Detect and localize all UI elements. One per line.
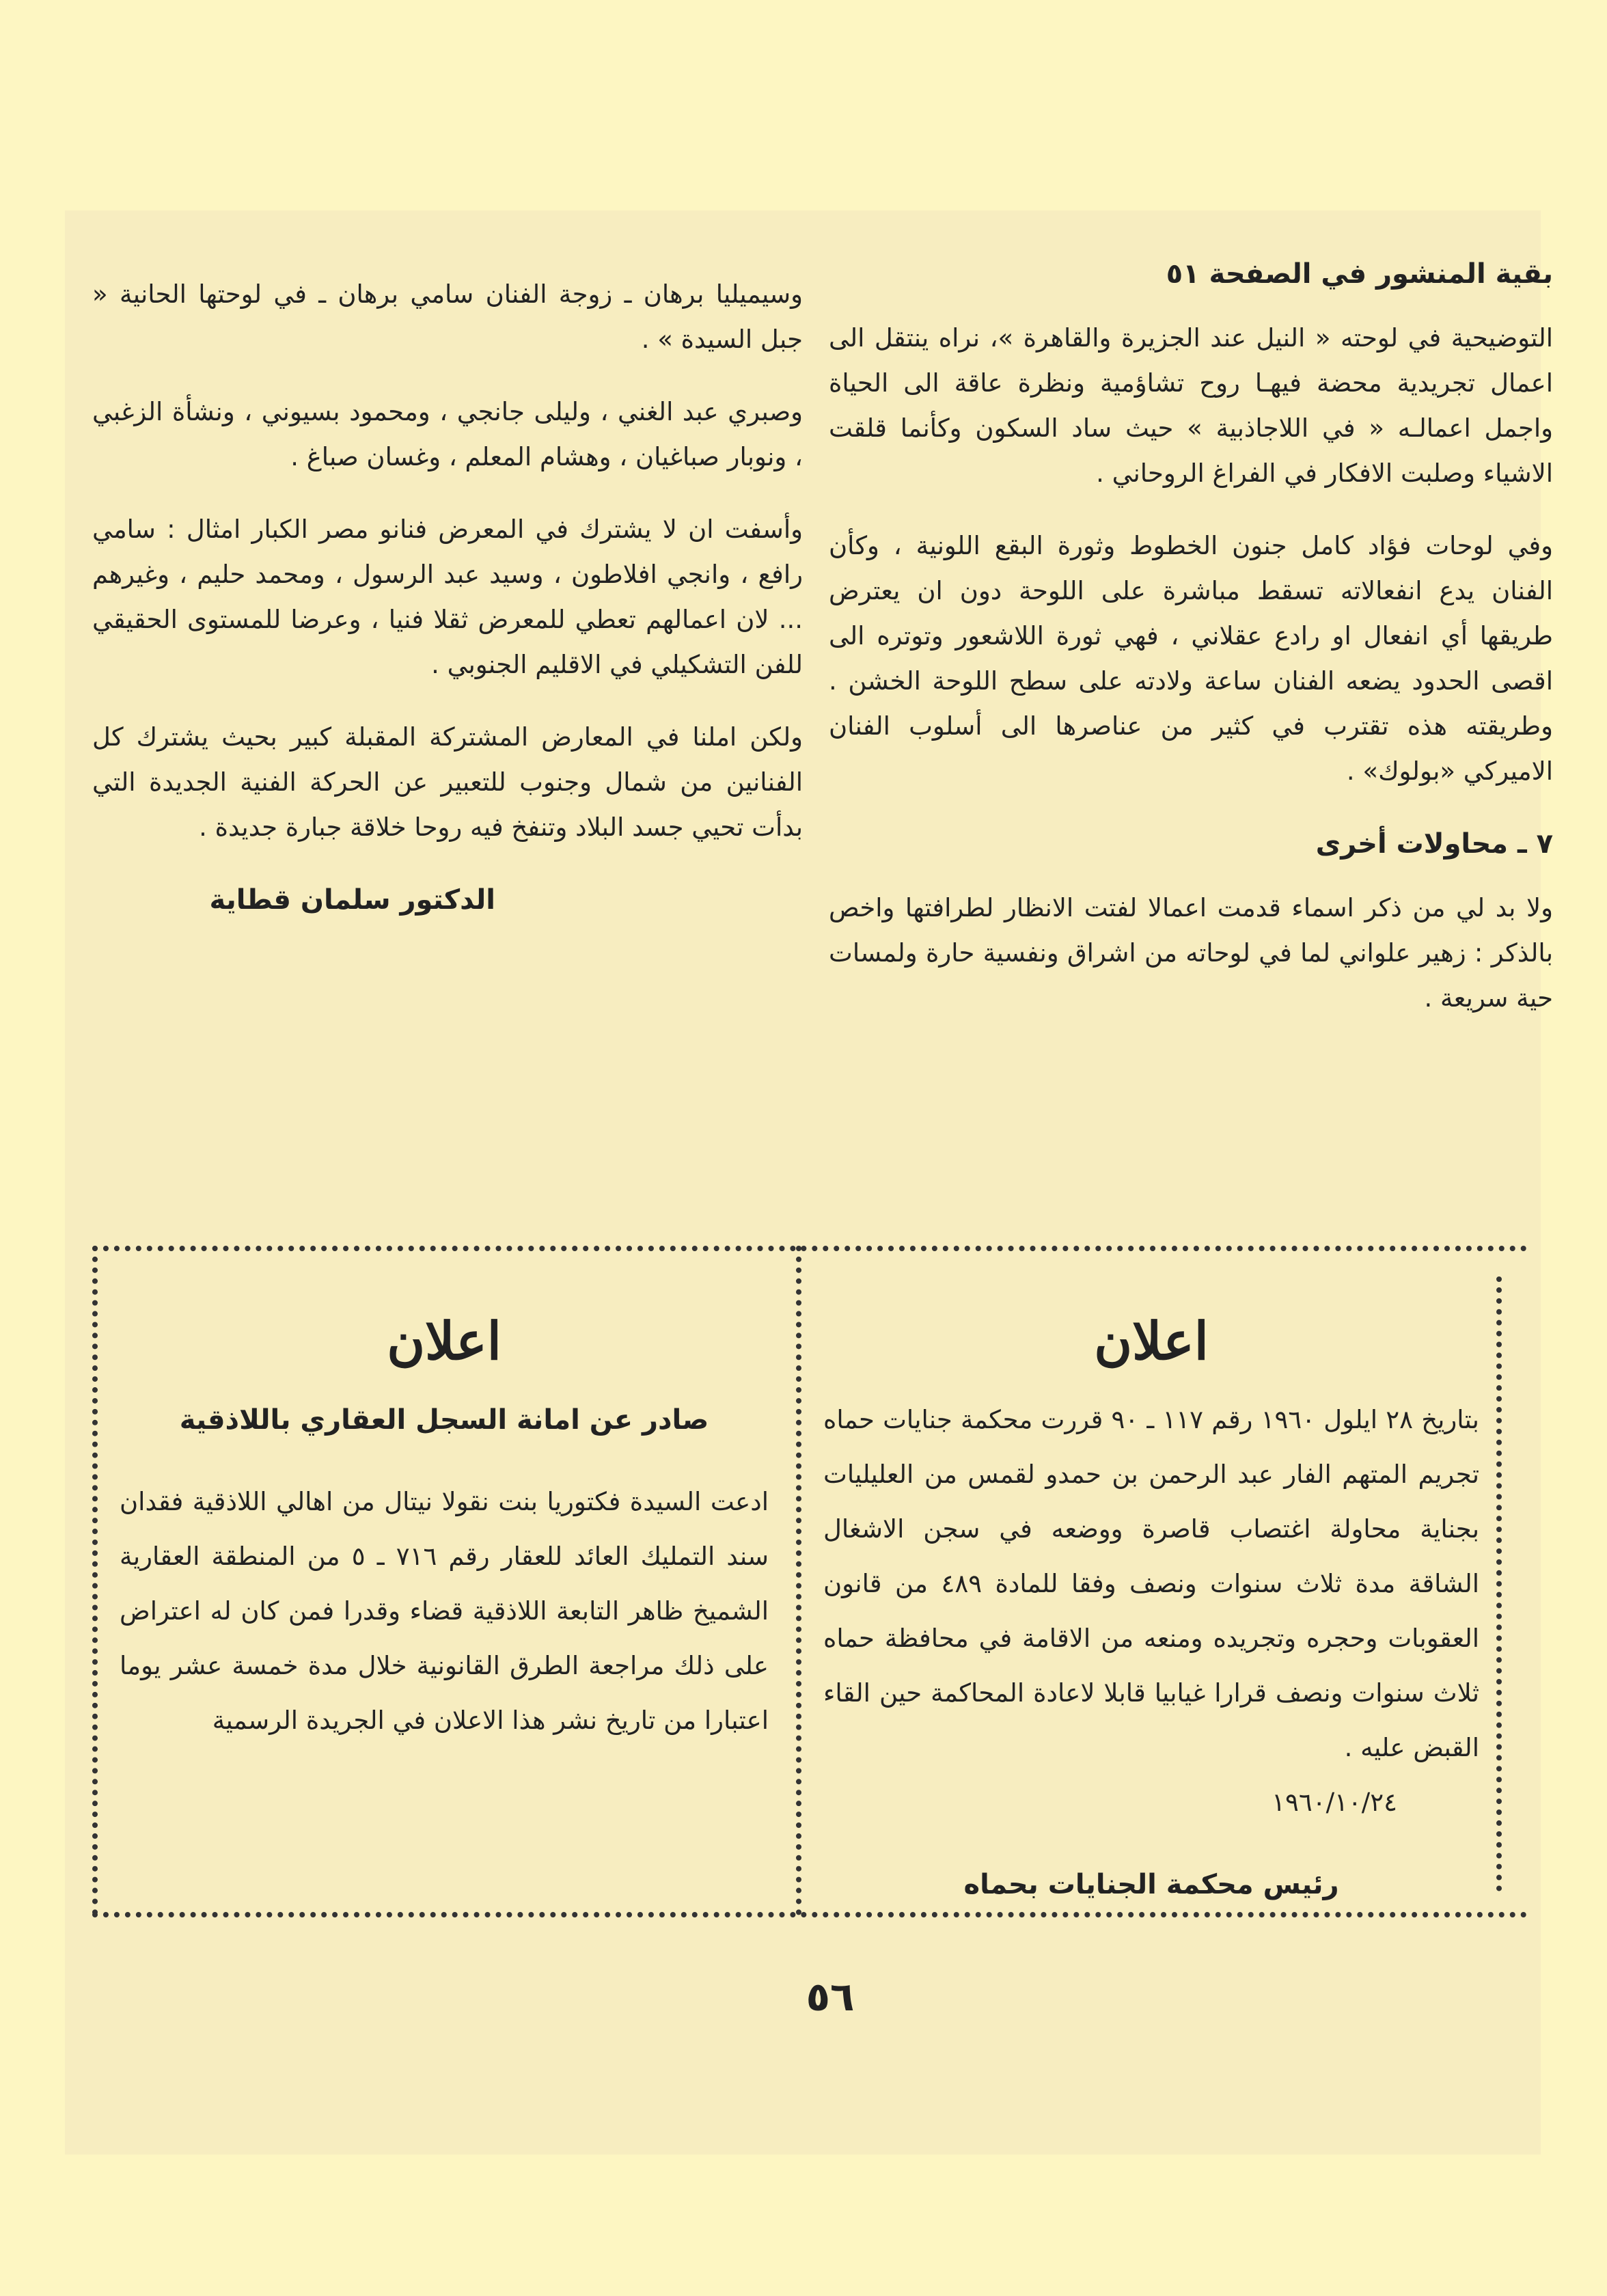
continuation-heading: بقية المنشور في الصفحة ٥١ xyxy=(1166,258,1553,290)
article-paragraph: وفي لوحات فؤاد كامل جنون الخطوط وثورة البقع اللونية ، وكأن الفنان يدع انفعالاته تسقط مباشرة على اللوحة دون ان يعترض طريقها أي انفعال او رادع عقلاني ، فهي ثورة اللاشعور وتوتره الى اقصى الحدود يضعه الفنان ساعة ولادته على سطح اللوحة الخشن . وطريقته هذه تقترب في كثير من عناصرها الى أسلوب الفنان الاميركي «بولوك» . xyxy=(829,531,1553,786)
ads-border-top xyxy=(92,1246,1527,1251)
ad-title: اعلان xyxy=(1094,1311,1209,1371)
section-heading: ٧ ـ محاولات أخرى xyxy=(1315,828,1553,860)
article-column-left xyxy=(92,272,803,922)
ad-title: اعلان xyxy=(387,1311,502,1371)
article-column-right xyxy=(829,251,1553,1048)
magazine-page xyxy=(65,210,1553,2155)
ad-land-registry-notice xyxy=(120,1304,769,1748)
ad-court-notice xyxy=(823,1304,1479,1912)
ad-date: ١٩٦٠/١٠/٢٤ xyxy=(1272,1788,1397,1817)
article-paragraph: ولا بد لي من ذكر اسماء قدمت اعمالا لفتت الانظار لطرافتها واخص بالذكر : زهير علواني لما في لوحاته من اشراق ونفسية حارة ولمسات حية سريعة . xyxy=(829,893,1553,1013)
article-paragraph: وأسفت ان لا يشترك في المعرض فنانو مصر الكبار امثال : سامي رافع ، وانجي افلاطون ، وسيد عبد الرسول ، ومحمد حليم ، وغيرهم ... لان اعمالهم تعطي للمعرض ثقلا فنيا ، وعرضا للمستوى الحقيقي للفن التشكيلي في الاقليم الجنوبي . xyxy=(92,515,803,679)
ad-right-border xyxy=(1496,1276,1502,1891)
ad-signature: رئيس محكمة الجنايات بحماه xyxy=(963,1869,1339,1900)
ads-divider xyxy=(796,1246,801,1915)
article-paragraph: ولكن املنا في المعارض المشتركة المقبلة كبير بحيث يشترك كل الفنانين من شمال وجنوب للتعبير عن الحركة الفنية الجديدة التي بدأت تحيي جسد البلاد وتنفخ فيه روحا خلاقة جبارة جديدة . xyxy=(92,722,803,842)
author-signature: الدكتور سلمان قطاية xyxy=(209,884,495,916)
article-paragraph: التوضيحية في لوحته « النيل عند الجزيرة والقاهرة »، نراه ينتقل الى اعمال تجريدية محضة فيهـا روح تشاؤمية ونظرة عاقة الى الحياة واجمل اعمالـه « في اللاجاذبية » حيث ساد السكون وكأنما قلقت الاشياء وصلبت الافكار في الفراغ الروحاني . xyxy=(829,323,1553,488)
article-paragraph: وسيميليا برهان ـ زوجة الفنان سامي برهان ـ في لوحتها الحانية « جبل السيدة » . xyxy=(92,279,803,354)
article-paragraph: وصبري عبد الغني ، وليلى جانجي ، ومحمود بسيوني ، ونشأة الزغبي ، ونوبار صباغيان ، وهشام المعلم ، وغسان صباغ . xyxy=(92,397,803,472)
ad-subtitle: صادر عن امانة السجل العقاري باللاذقية xyxy=(179,1404,709,1436)
ad-body: ادعت السيدة فكتوريا بنت نقولا نيتال من اهالي اللاذقية فقدان سند التمليك العائد للعقار رقم ٧١٦ ـ ٥ من المنطقة العقارية الشميخ ظاهر التابعة اللاذقية قضاء وقدرا فمن كان له اعتراض على ذلك مراجعة الطرق القانونية خلال مدة خمسة عشر يوما اعتبارا من تاريخ نشر هذا الاعلان في الجريدة الرسمية xyxy=(120,1487,769,1735)
page-number: ٥٦ xyxy=(806,1973,855,2020)
ads-border-left xyxy=(92,1246,98,1915)
ads-border-bottom xyxy=(92,1912,1527,1917)
ad-body: بتاريخ ٢٨ ايلول ١٩٦٠ رقم ١١٧ ـ ٩٠ قررت محكمة جنايات حماه تجريم المتهم الفار عبد الرحمن بن حمدو لقمس من العليليات بجناية محاولة اغتصاب قاصرة ووضعه في سجن الاشغال الشاقة مدة ثلاث سنوات ونصف وفقا للمادة ٤٨٩ من قانون العقوبات وحجره وتجريده ومنعه من الاقامة في محافظة حماه ثلاث سنوات ونصف قرارا غيابيا قابلا لاعادة المحاكمة حين القاء القبض عليه . xyxy=(823,1405,1479,1762)
